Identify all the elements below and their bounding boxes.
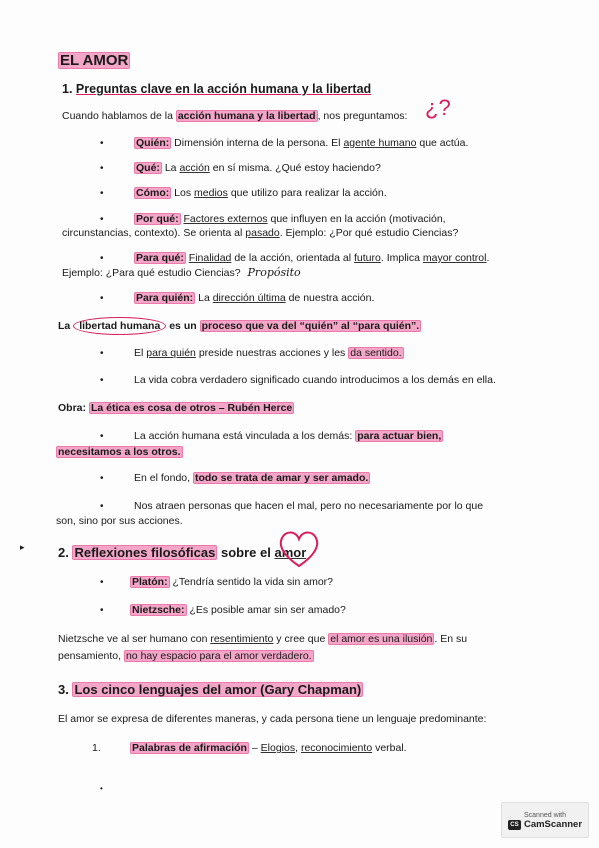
paragraph-vida: La vida cobra verdadero significado cuando introducimos a los demás en ella. (134, 374, 496, 386)
handwritten-note: Propósito (247, 266, 301, 279)
libertad-statement: La libertad humana es un proceso que va del “quién” al “para quién”. (58, 320, 421, 333)
bullet-dot: • (100, 431, 104, 442)
bullet-dot: • (100, 163, 104, 174)
obra-point-3-cont: son, sino por sus acciones. (56, 515, 183, 527)
margin-mark: ▸ (20, 542, 25, 552)
nietzsche-paragraph-line-2: pensamiento, no hay espacio para el amor verdadero. (58, 650, 312, 662)
list-item-palabras-de-afirmacion: Palabras de afirmación – Elogios, reconocimiento verbal. (132, 742, 407, 754)
list-item-para-que-cont: Ejemplo: ¿Para qué estudio Ciencias? Propósito (62, 266, 301, 279)
bullet-dot: • (100, 605, 104, 616)
bullet-dot: • (100, 375, 104, 386)
list-item-quien: Quién: Dimensión interna de la persona. El agente humano que actúa. (136, 137, 469, 149)
obra-point-3: Nos atraen personas que hacen el mal, pero no necesariamente por lo que (134, 500, 484, 512)
heart-icon (276, 528, 322, 570)
bullet-dot: • (100, 214, 104, 225)
bullet-dot: • (100, 253, 104, 264)
nietzsche-paragraph-line-1: Nietzsche ve al ser humano con resentimiento y cree que el amor es una ilusión . En su (58, 633, 468, 645)
obra-point-2: En el fondo, todo se trata de amar y ser amado. (134, 472, 369, 484)
camscanner-watermark (501, 802, 589, 838)
list-item-platon: Platón: ¿Tendría sentido la vida sin amor? (132, 576, 334, 588)
obra-point-1-cont: necesitamos a los otros. (58, 446, 181, 458)
section-3-intro: El amor se expresa de diferentes maneras, y cada persona tiene un lenguaje predominante: (58, 713, 487, 725)
section-1-heading: 1. Preguntas clave en la acción humana y la libertad (62, 82, 372, 96)
list-item-que: Qué: La acción en sí misma. ¿Qué estoy haciendo? (136, 162, 381, 174)
list-item-como: Cómo: Los medios que utilizo para realizar la acción. (136, 187, 387, 199)
list-item-por-que: Por qué: Factores externos que influyen en la acción (motivación, (136, 213, 446, 225)
list-item-para-quien: Para quién: La dirección última de nuestra acción. (136, 292, 375, 304)
circled-term: libertad humana (73, 317, 166, 335)
list-item-para-que: Para qué: Finalidad de la acción, orientada al futuro. Implica mayor control. (136, 252, 490, 264)
margin-question-marks: ¿? (425, 95, 451, 120)
bullet-dot: • (100, 293, 104, 304)
paragraph-para-quien: El para quién preside nuestras acciones y les da sentido. (134, 347, 402, 359)
obra-line: Obra: La ética es cosa de otros – Rubén Herce (58, 402, 293, 414)
bullet-dot: • (100, 348, 104, 359)
bullet-dot: • (100, 473, 104, 484)
section-1-intro: Cuando hablamos de la acción humana y la libertad , nos preguntamos: (62, 110, 408, 122)
obra-point-1: La acción humana está vinculada a los demás: para actuar bien, (134, 430, 442, 442)
bullet-dot: • (100, 501, 104, 512)
bullet-dot: • (100, 188, 104, 199)
list-item-por-que-cont: circunstancias, contexto). Se orienta al pasado. Ejemplo: ¿Por qué estudio Ciencias? (62, 227, 459, 239)
camscanner-brand: CS CamScanner (508, 820, 582, 830)
section-3-heading: 3. Los cinco lenguajes del amor (Gary Chapman) (58, 682, 362, 697)
watermark-line: Scanned with (523, 811, 567, 819)
list-item-nietzsche: Nietzsche: ¿Es posible amar sin ser amado? (132, 604, 346, 616)
bullet-dot: • (100, 784, 103, 793)
section-2-heading: 2. Reflexiones filosóficas sobre el amor (58, 545, 307, 560)
camscanner-logo-icon: CS (508, 820, 521, 830)
bullet-dot: • (100, 138, 104, 149)
document-title: EL AMOR (60, 52, 129, 69)
list-number: 1. (92, 742, 101, 754)
bullet-dot: • (100, 577, 104, 588)
